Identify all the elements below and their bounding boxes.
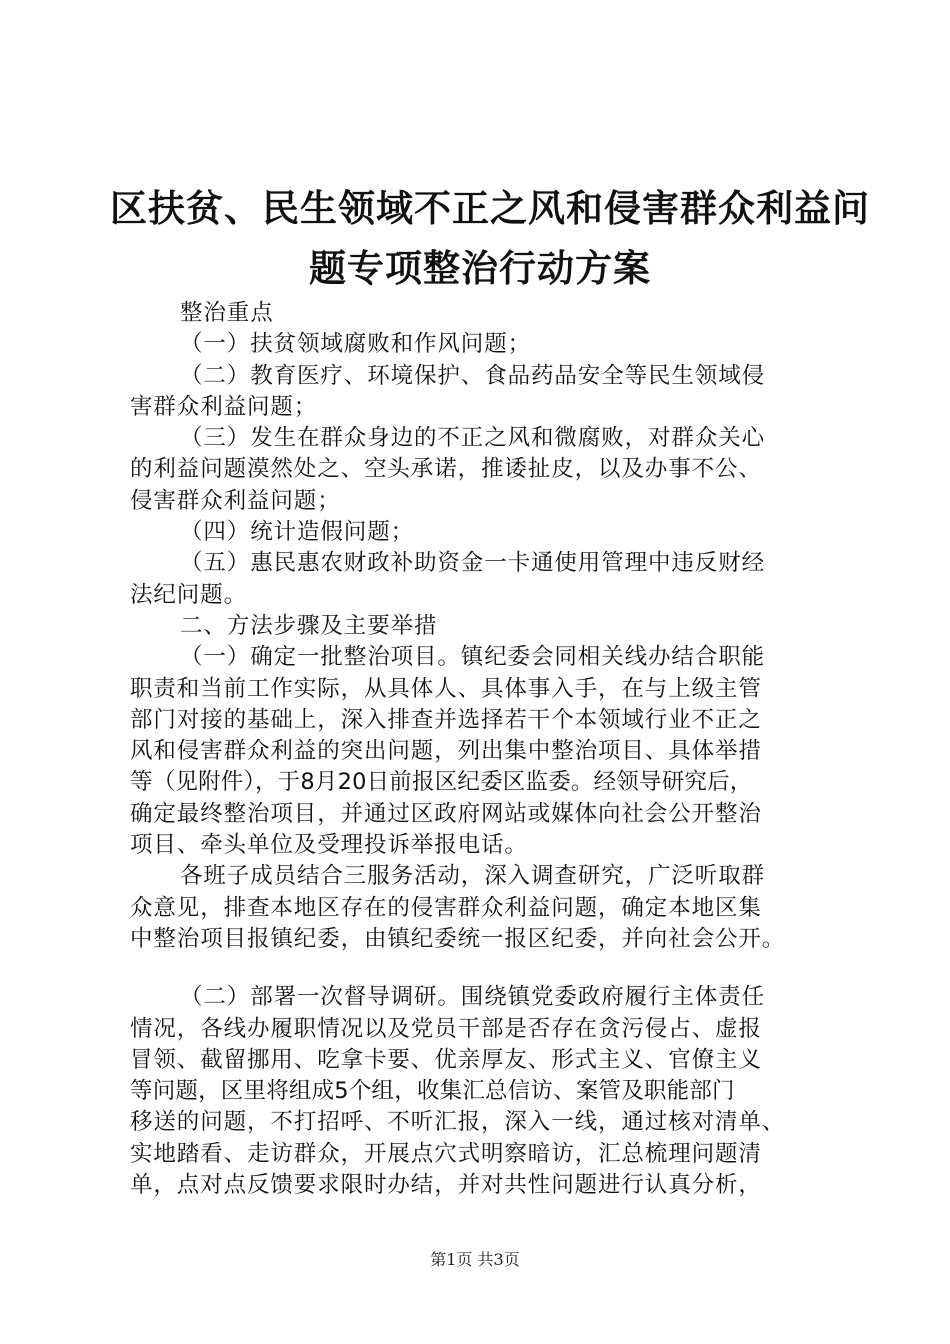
paragraph-line: 职责和当前工作实际，从具体人、具体事入手，在与上级主管 — [130, 675, 762, 702]
paragraph-line: 各班子成员结合三服务活动，深入调查研究，广泛听取群 — [180, 863, 766, 890]
paragraph-line: 确定最终整治项目，并通过区政府网站或媒体向社会公开整治 — [130, 800, 762, 827]
paragraph-gap — [130, 955, 830, 982]
paragraph-line: 单，点对点反馈要求限时办结，并对共性问题进行认真分析， — [130, 1172, 762, 1199]
paragraph-line: （四）统计造假问题； — [180, 519, 415, 546]
document-body — [130, 298, 830, 1201]
paragraph-line: （一）扶贫领域腐败和作风问题； — [180, 331, 532, 358]
document-title-line-2: 题专项整治行动方案 — [309, 246, 651, 290]
paragraph-line: 移送的问题，不打招呼、不听汇报，深入一线，通过核对清单、 — [130, 1109, 786, 1136]
paragraph-line: 项目、牵头单位及受理投诉举报电话。 — [130, 832, 528, 859]
page-indicator: 第1页 共3页 — [430, 1250, 520, 1269]
paragraph-line: 实地踏看、走访群众，开展点穴式明察暗访，汇总梳理问题清 — [130, 1140, 762, 1167]
paragraph-line: （一）确定一批整治项目。镇纪委会同相关线办结合职能 — [180, 644, 766, 671]
paragraph-line: 的利益问题漠然处之、空头承诺，推诿扯皮，以及办事不公、 — [130, 456, 762, 483]
paragraph-line: 等问题，区里将组成5个组，收集汇总信访、案管及职能部门 — [130, 1078, 735, 1105]
section-heading: 整治重点 — [180, 300, 274, 326]
paragraph-line: 中整治项目报镇纪委，由镇纪委统一报区纪委，并向社会公开。 — [130, 925, 786, 952]
paragraph-line: （三）发生在群众身边的不正之风和微腐败，对群众关心 — [180, 425, 766, 452]
paragraph-line: 部门对接的基础上，深入排查并选择若干个本领域行业不正之 — [130, 706, 762, 733]
paragraph-line: （五）惠民惠农财政补助资金一卡通使用管理中违反财经 — [180, 550, 766, 577]
paragraph-line: （二）部署一次督导调研。围绕镇党委政府履行主体责任 — [180, 984, 766, 1011]
paragraph-line: （二）教育医疗、环境保护、食品药品安全等民生领域侵 — [180, 362, 766, 389]
section-heading: 二、方法步骤及主要举措 — [180, 612, 438, 639]
paragraph-line: 侵害群众利益问题； — [130, 487, 341, 514]
paragraph-line: 风和侵害群众利益的突出问题，列出集中整治项目、具体举措 — [130, 738, 762, 765]
paragraph-line: 众意见，排查本地区存在的侵害群众利益问题，确定本地区集 — [130, 894, 762, 921]
paragraph-line: 情况，各线办履职情况以及党员干部是否存在贪污侵占、虚报 — [130, 1015, 762, 1042]
paragraph-line: 等（见附件），于8月20日前报区纪委区监委。经领导研究后， — [130, 769, 753, 796]
document-title-line-1: 区扶贫、民生领域不正之风和侵害群众利益问 — [110, 186, 870, 230]
paragraph-line: 害群众利益问题； — [130, 393, 318, 420]
paragraph-line: 法纪问题。 — [130, 581, 248, 608]
paragraph-line: 冒领、截留挪用、吃拿卡要、优亲厚友、形式主义、官僚主义 — [130, 1046, 762, 1073]
